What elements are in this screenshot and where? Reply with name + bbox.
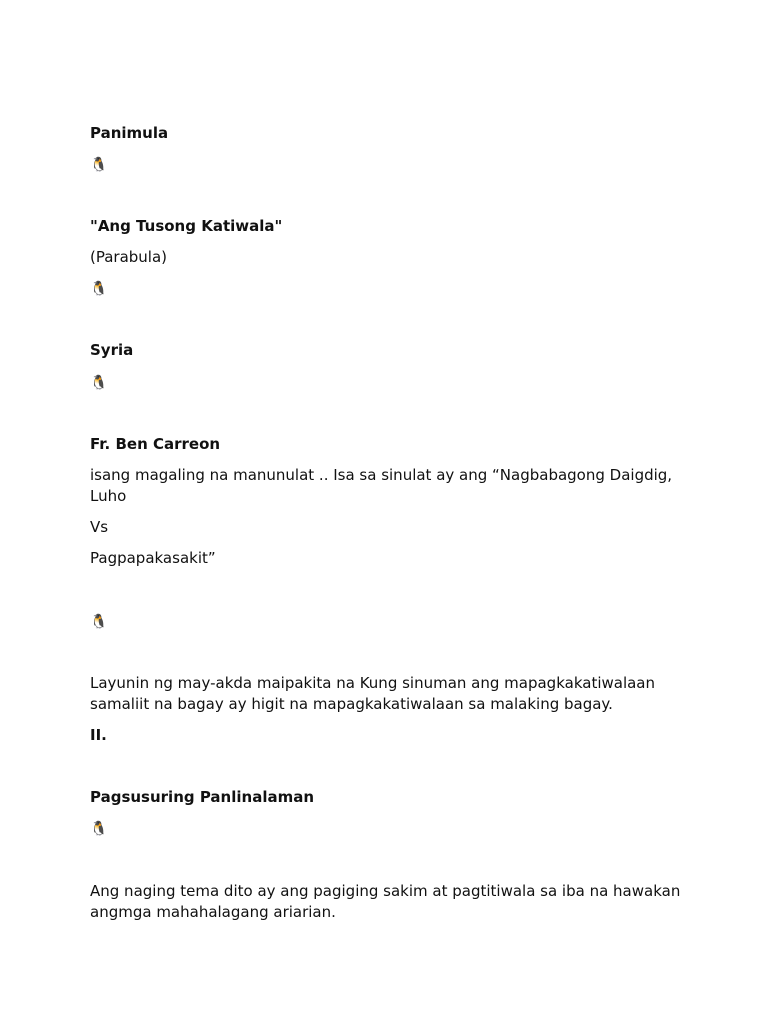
author-purpose: Layunin ng may-akda maipakita na Kung sinuman ang mapagkakatiwalaan samaliit na bagay ay higit na mapagkakatiwalaan sa malaking bagay. <box>90 674 656 713</box>
penguin-icon: 🐧 <box>90 281 108 297</box>
story-genre: (Parabula) <box>90 248 168 266</box>
author-name: Fr. Ben Carreon <box>90 435 221 453</box>
author-description: isang magaling na manunulat .. Isa sa sinulat ay ang “Nagbabagong Daigdig, Luho <box>90 466 673 505</box>
work-title-end: Pagpapakasakit” <box>90 549 216 567</box>
work-title-vs: Vs <box>90 518 109 536</box>
penguin-icon: 🐧 <box>90 821 108 837</box>
section-heading-panimula: Panimula <box>90 124 169 142</box>
penguin-icon: 🐧 <box>90 375 108 391</box>
story-origin: Syria <box>90 341 134 359</box>
section-number: II. <box>90 726 107 744</box>
section-heading-pagsusuri: Pagsusuring Panlinalaman <box>90 788 315 806</box>
story-title: "Ang Tusong Katiwala" <box>90 217 283 235</box>
penguin-icon: 🐧 <box>90 157 108 173</box>
story-theme: Ang naging tema dito ay ang pagiging sakim at pagtitiwala sa iba na hawakan angmga mahahalagang ariarian. <box>90 882 681 921</box>
penguin-icon: 🐧 <box>90 614 108 630</box>
